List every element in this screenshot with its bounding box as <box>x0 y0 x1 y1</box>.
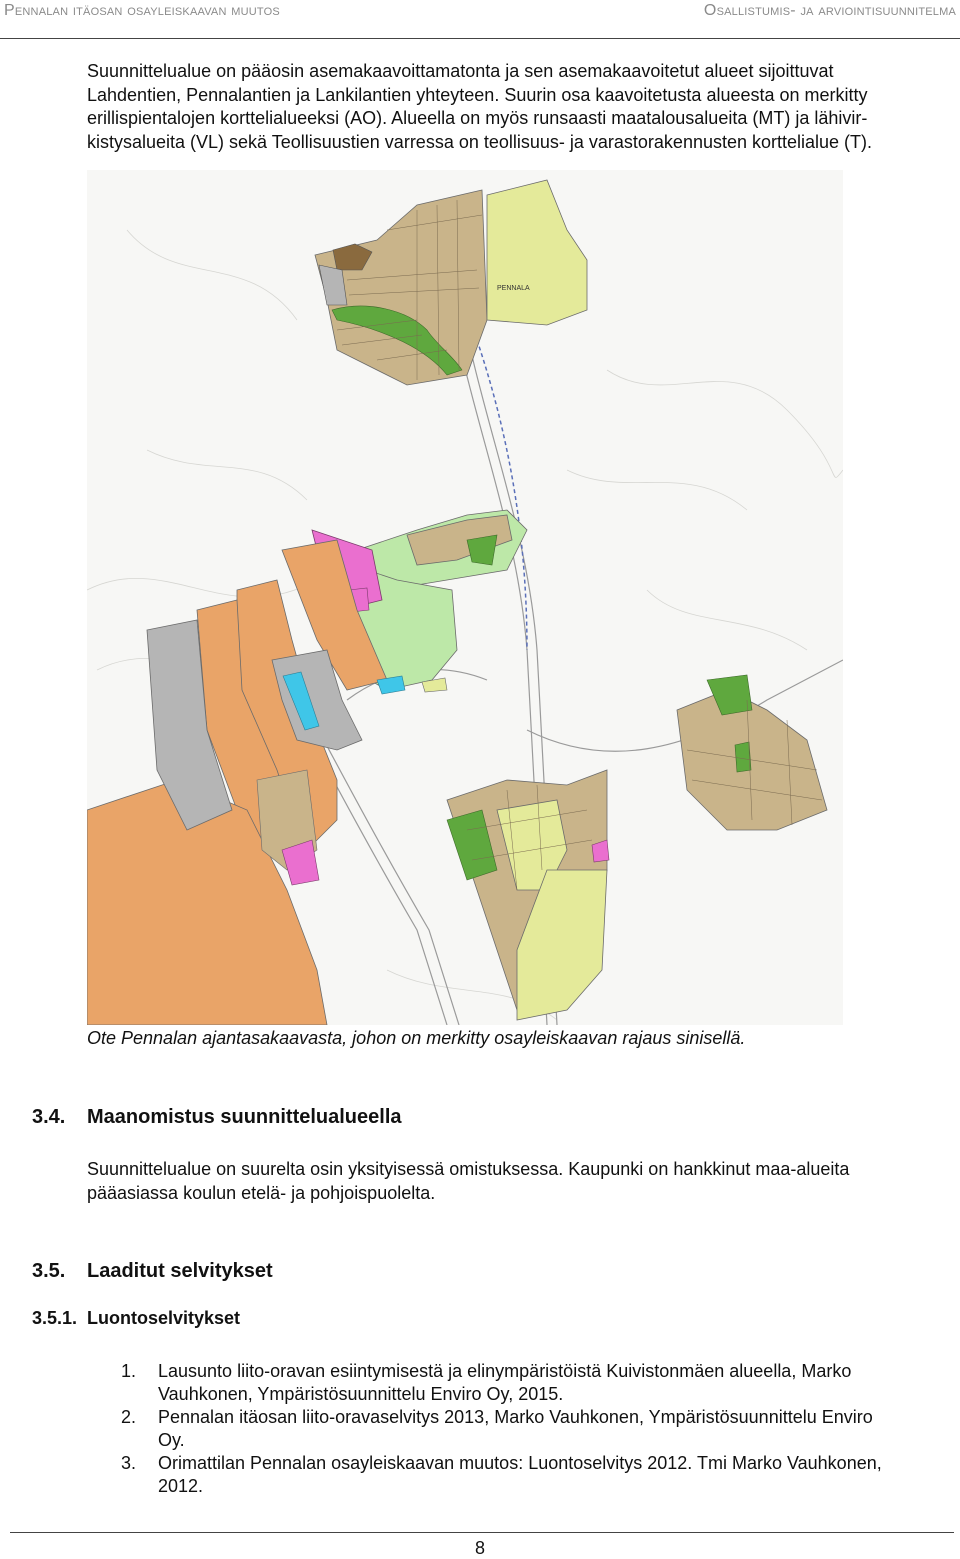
list-item <box>121 1452 941 1498</box>
survey-reference-list <box>121 1360 941 1498</box>
list-item <box>121 1406 941 1452</box>
subsection-number: 3.5.1. <box>32 1308 78 1328</box>
footer-divider <box>10 1532 954 1533</box>
intro-line: Suunnittelualue on pääosin asemakaavoittamatonta ja sen asemakaavoitetut alueet sijoittuvat <box>87 61 834 81</box>
subsection-heading-nature-surveys <box>32 1308 240 1329</box>
list-item-text: Oy. <box>158 1430 185 1450</box>
paragraph-line: pääasiassa koulun etelä- ja pohjoispuolelta. <box>87 1182 436 1203</box>
page-number: 8 <box>474 1538 485 1558</box>
land-ownership-paragraph <box>87 1158 947 1205</box>
map-caption: Ote Pennalan ajantasakaavasta, johon on merkitty osayleiskaavan rajaus sinisellä. <box>87 1028 746 1048</box>
place-label-pennala: PENNALA <box>497 285 530 292</box>
list-item-text: 2012. <box>158 1476 204 1496</box>
header-divider <box>0 38 960 39</box>
paragraph-line: Suunnittelualue on suurelta osin yksityisessä omistuksessa. Kaupunki on hankkinut maa-alueita <box>87 1159 850 1179</box>
list-item <box>121 1360 941 1406</box>
page-header <box>0 0 960 40</box>
list-item-text: Pennalan itäosan liito-oravaselvitys 2013, Marko Vauhkonen, Ympäristösuunnittelu Enviro <box>158 1407 873 1427</box>
section-title: Laaditut selvitykset <box>87 1260 273 1282</box>
section-title: Maanomistus suunnittelualueella <box>87 1106 402 1128</box>
list-item-number: 2. <box>121 1407 137 1427</box>
intro-line: Lahdentien, Pennalantien ja Lankilantien yhteyteen. Suurin osa kaavoitetusta alueesta on merkitty <box>87 84 868 105</box>
intro-paragraph <box>87 60 937 154</box>
section-heading-land-ownership <box>32 1106 402 1129</box>
header-document-type: Osallistumis- ja arviointisuunnitelma <box>703 2 956 19</box>
list-item-number: 3. <box>121 1453 137 1473</box>
zoning-map-image <box>87 170 843 1025</box>
list-item-text: Lausunto liito-oravan esiintymisestä ja elinympäristöistä Kuivistonmäen alueella, Marko <box>158 1361 852 1381</box>
subsection-title: Luontoselvitykset <box>87 1308 241 1328</box>
list-item-number: 1. <box>121 1361 137 1381</box>
intro-line: kistysalueita (VL) sekä Teollisuustien varressa on teollisuus- ja varastorakennusten korttelialue (T). <box>87 131 873 152</box>
list-item-text: Vauhkonen, Ympäristösuunnittelu Enviro Oy, 2015. <box>158 1384 564 1404</box>
intro-line: erillispientalojen korttelialueeksi (AO). Alueella on myös runsaasti maatalousalueita (MT) ja lähivir- <box>87 108 868 128</box>
list-item-text: Orimattilan Pennalan osayleiskaavan muutos: Luontoselvitys 2012. Tmi Marko Vauhkonen, <box>158 1453 882 1473</box>
section-number: 3.5. <box>32 1260 66 1282</box>
header-document-title: Pennalan itäosan osayleiskaavan muutos <box>4 2 280 19</box>
section-number: 3.4. <box>32 1106 66 1128</box>
section-heading-surveys <box>32 1260 273 1283</box>
zoning-map-svg <box>87 170 843 1025</box>
